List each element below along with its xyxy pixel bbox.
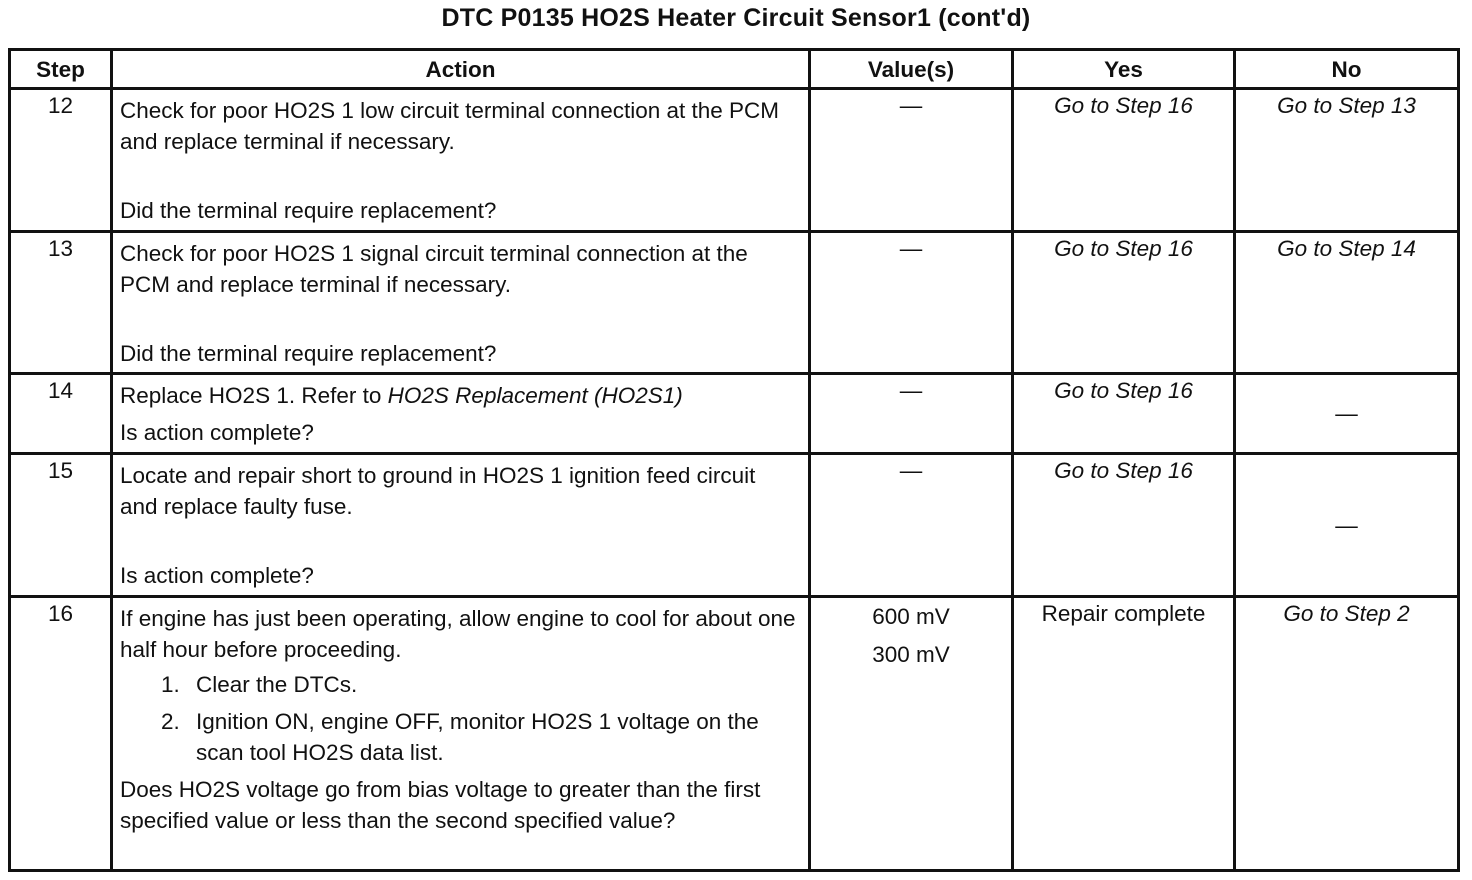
action-question: Is action complete? (120, 420, 314, 445)
value-cell: — (810, 232, 1013, 374)
action-cell (112, 597, 810, 871)
table-row (10, 597, 1459, 871)
step-number: 15 (10, 454, 112, 597)
header-yes: Yes (1013, 50, 1235, 89)
action-text-line (120, 380, 798, 411)
substep-item: 2. Ignition ON, engine OFF, monitor HO2S 1 voltage on the scan tool HO2S data list. (186, 706, 798, 768)
table-row (10, 232, 1459, 374)
value-cell: — (810, 454, 1013, 597)
yes-cell: Go to Step 16 (1013, 374, 1235, 454)
table-row (10, 89, 1459, 232)
step-number: 13 (10, 232, 112, 374)
action-text: Check for poor HO2S 1 signal circuit terminal connection at the PCM and replace terminal if necessary. (120, 241, 748, 297)
yes-cell: Repair complete (1013, 597, 1235, 871)
action-text: Locate and repair short to ground in HO2S 1 ignition feed circuit and replace faulty fuse. (120, 463, 756, 519)
action-question: Is action complete? (120, 563, 314, 588)
action-question: Did the terminal require replacement? (120, 198, 497, 223)
action-cell (112, 232, 810, 374)
action-cell (112, 89, 810, 232)
header-values: Value(s) (810, 50, 1013, 89)
value-upper: 600 mV (872, 604, 950, 629)
action-cell (112, 374, 810, 454)
substep-list (120, 669, 798, 768)
step-number: 16 (10, 597, 112, 871)
substep-item: 1. Clear the DTCs. (186, 669, 798, 700)
action-reference: HO2S Replacement (HO2S1) (387, 383, 683, 408)
yes-cell: Go to Step 16 (1013, 89, 1235, 232)
table-row (10, 454, 1459, 597)
action-question: Does HO2S voltage go from bias voltage to greater than the first specified value or less than the second specified value? (120, 777, 761, 833)
value-lower: 300 mV (872, 642, 950, 667)
step-number: 14 (10, 374, 112, 454)
value-cell: — (810, 374, 1013, 454)
table-row (10, 374, 1459, 454)
no-cell: Go to Step 13 (1235, 89, 1459, 232)
yes-cell: Go to Step 16 (1013, 232, 1235, 374)
action-text: If engine has just been operating, allow engine to cool for about one half hour before proceeding. (120, 606, 796, 662)
no-cell: Go to Step 2 (1235, 597, 1459, 871)
no-cell: — (1235, 454, 1459, 597)
value-cell: — (810, 89, 1013, 232)
step-number: 12 (10, 89, 112, 232)
yes-cell: Go to Step 16 (1013, 454, 1235, 597)
action-question: Did the terminal require replacement? (120, 341, 497, 366)
no-cell: Go to Step 14 (1235, 232, 1459, 374)
header-row (10, 50, 1459, 89)
value-cell (810, 597, 1013, 871)
header-action: Action (112, 50, 810, 89)
page-title: DTC P0135 HO2S Heater Circuit Sensor1 (cont'd) (441, 4, 1031, 32)
diagnostic-table (8, 48, 1460, 872)
action-text: Replace HO2S 1. Refer to (120, 383, 382, 408)
header-step: Step (10, 50, 112, 89)
action-cell (112, 454, 810, 597)
action-text: Check for poor HO2S 1 low circuit terminal connection at the PCM and replace terminal if necessary. (120, 98, 780, 154)
header-no: No (1235, 50, 1459, 89)
no-cell: — (1235, 374, 1459, 454)
